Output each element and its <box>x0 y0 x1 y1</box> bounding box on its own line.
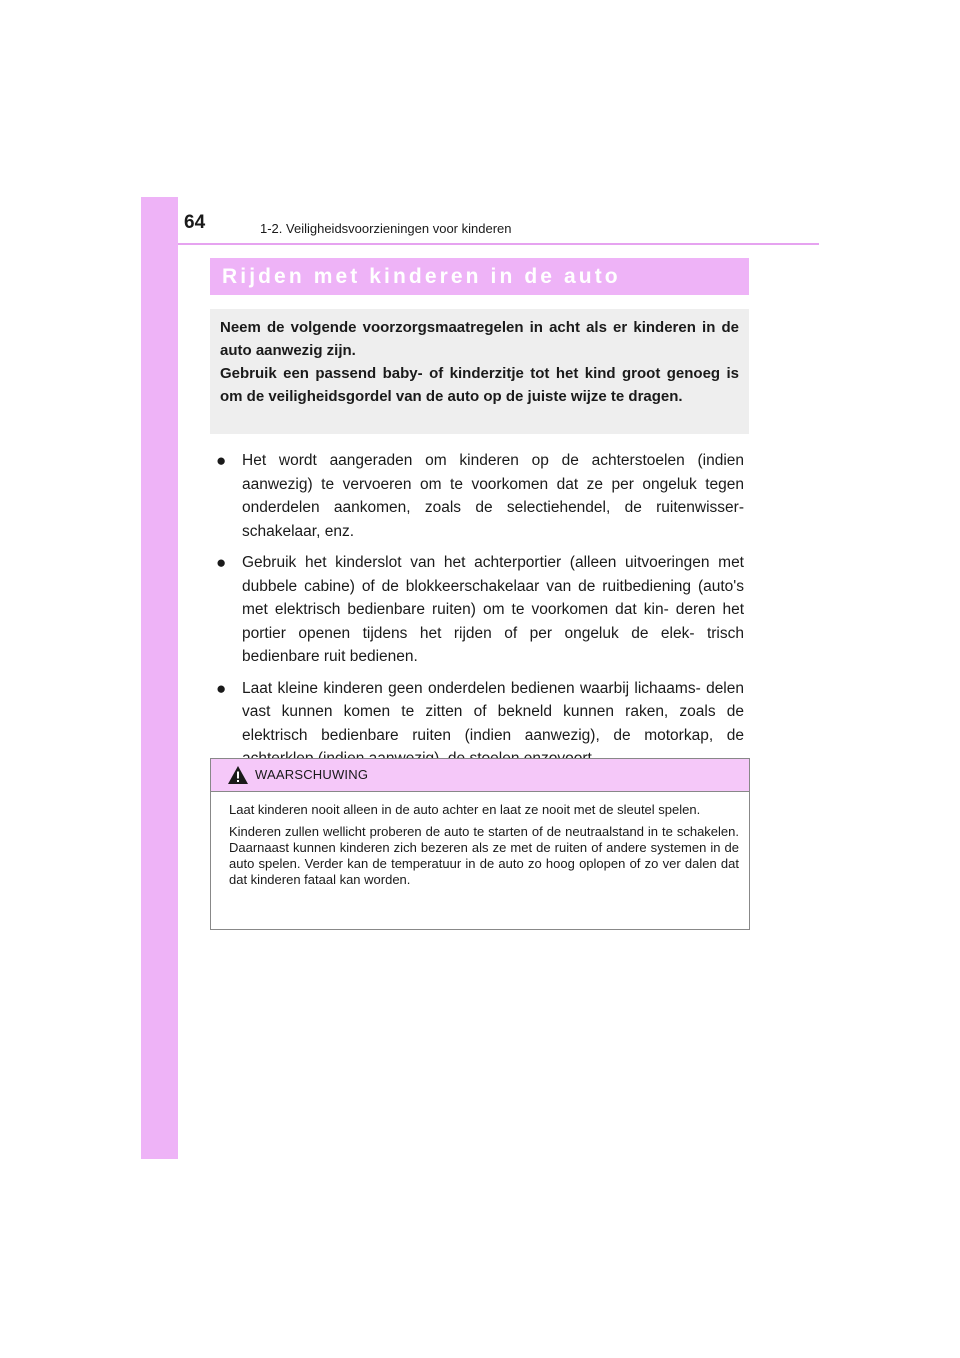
bullet-icon: ● <box>216 678 227 698</box>
warning-box <box>210 758 750 930</box>
intro-box <box>210 309 749 434</box>
bullet-icon: ● <box>216 451 227 470</box>
bullet-item <box>216 449 744 543</box>
bullet-text: Gebruik het kinderslot van het achterportier (alleen uitvoeringen met dubbele cabine) of de blokkeerschakelaar van de ruitbediening (auto's met elektrisch bedienbare ruiten) om te voorkomen dat kin- deren het portier openen tijdens het rijden of per ongeluk de elek- trisch bedienbare ruit bedienen. <box>242 554 744 665</box>
warning-header <box>211 759 749 792</box>
header-divider <box>178 243 819 245</box>
intro-paragraph: Gebruik een passend baby- of kinderzitje tot het kind groot genoeg is om de veiligheidsgordel van de auto op de juiste wijze te dragen. <box>220 365 739 405</box>
warning-paragraph: Laat kinderen nooit alleen in de auto achter en laat ze nooit met de sleutel spelen. <box>229 802 701 817</box>
bullet-text: Het wordt aangeraden om kinderen op de achterstoelen (indien aanwezig) te vervoeren om te voorkomen dat ze per ongeluk tegen onderdelen aankomen, zoals de selectiehendel, de ruitenwisser- schakelaar, enz. <box>242 452 744 540</box>
page-number: 64 <box>184 212 206 233</box>
warning-title: WAARSCHUWING <box>255 767 369 782</box>
bullet-icon: ● <box>216 553 227 572</box>
section-header: 1-2. Veiligheidsvoorzieningen voor kinderen <box>260 221 512 236</box>
warning-triangle-icon <box>227 765 249 785</box>
bullet-item <box>216 677 744 771</box>
warning-paragraph: Kinderen zullen wellicht proberen de auto te starten of de neutraalstand in te schakelen. Daarnaast kunnen kinderen zich bezeren als ze met de ruiten of andere systemen in de auto spelen. Verder kan de temperatuur in de auto zo hoog oplopen of zo ver dalen dat dat kinderen fataal kan worden. <box>229 824 739 887</box>
side-tab-bar <box>141 197 178 1159</box>
intro-paragraph: Neem de volgende voorzorgsmaatregelen in acht als er kinderen in de auto aanwezig zijn. <box>220 319 739 359</box>
warning-body <box>211 792 749 888</box>
bullet-item <box>216 551 744 669</box>
bullet-text: Laat kleine kinderen geen onderdelen bedienen waarbij lichaams- delen vast kunnen komen te zitten of bekneld kunnen raken, zoals de elektrisch bedienbare ruiten (indien aanwezig), de motorkap, de <box>242 679 744 744</box>
section-title: Rijden met kinderen in de auto <box>210 258 749 295</box>
bullet-list <box>216 449 744 779</box>
